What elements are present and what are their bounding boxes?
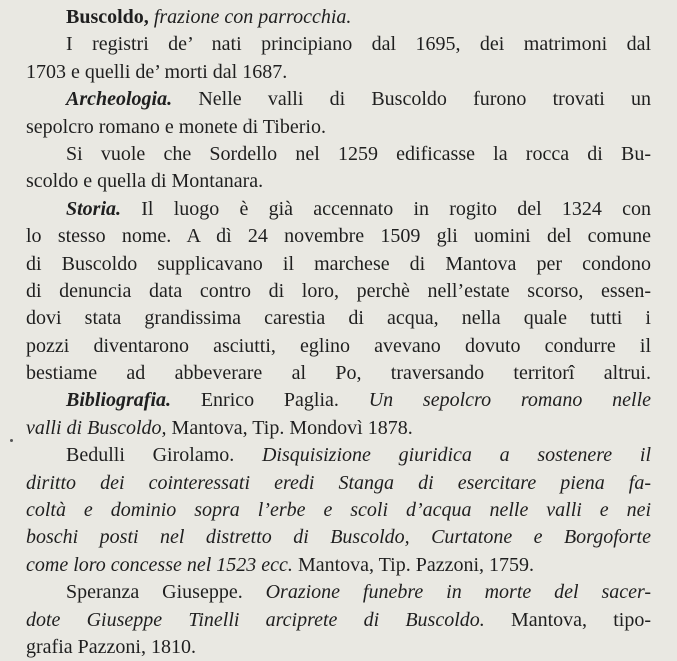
storia-line-1: [26, 196, 651, 223]
storia-line-2: lo stesso nome. A dì 24 novembre 1509 gli uomini del comune: [26, 225, 651, 248]
ref3-title-1: Orazione funebre in morte del sacer-: [265, 581, 652, 604]
margin-speck: [10, 439, 13, 442]
sordello-line-1: Si vuole che Sordello nel 1259 edificasse la rocca di Bu-: [66, 142, 651, 165]
storia-text-1: Il luogo è già accennato in rogito del 1324 con: [141, 197, 651, 220]
bibliografia-heading: Bibliografia.: [66, 389, 172, 412]
registers-line-2: 1703 e quelli de’ morti dal 1687.: [26, 60, 288, 83]
entry-title: Buscoldo,: [66, 6, 149, 28]
storia-line-6: pozzi diventarono asciutti, eglino avevano dovuto condurre il: [26, 334, 651, 357]
ref2-title-1: Disquisizione giuridica a sostenere il: [261, 444, 651, 467]
storia-heading: Storia.: [66, 197, 122, 220]
entry-header: [26, 4, 651, 31]
bibliografia-line-1: [26, 387, 651, 414]
entry-subtitle: frazione con parrocchia.: [153, 6, 352, 28]
sordello-line-2: scoldo e quella di Montanara.: [26, 170, 264, 193]
ref3-publisher-1: Mantova, tipo-: [510, 608, 651, 631]
storia-line-3: di Buscoldo supplicavano il marchese di Mantova per condono: [26, 252, 651, 275]
ref2-title-3: coltà e dominio sopra l’erbe e scoli d’acqua nelle valli e nei: [26, 499, 651, 522]
ref1-title-1: Un sepolcro romano nelle: [368, 389, 651, 412]
storia-line-5: dovi stata grandissima carestia di acqua, nella quale tutti i: [26, 307, 651, 330]
storia-line-4: di denuncia data contro di loro, perchè nell’estate scorso, essen-: [26, 279, 651, 302]
ref3-line-2: [26, 607, 651, 634]
ref2-title-4: boschi posti nel distretto di Buscoldo, Curtatone e Borgoforte: [26, 526, 651, 549]
archeologia-heading: Archeologia.: [66, 88, 173, 111]
registers-line-1: I registri de’ nati principiano dal 1695, dei matrimoni dal: [66, 33, 651, 56]
ref1-author: Enrico Paglia.: [200, 389, 339, 412]
archeologia-text-1: Nelle valli di Buscoldo furono trovati un: [198, 88, 652, 111]
ref3-author: Speranza Giuseppe.: [66, 581, 243, 604]
archeologia-line-1: [26, 86, 651, 113]
ref2-title-5: come loro concesse nel 1523 ecc.: [26, 553, 293, 576]
ref2-line-5: [26, 552, 651, 579]
archeologia-line-2: sepolcro romano e monete di Tiberio.: [26, 115, 326, 138]
ref2-publisher: Mantova, Tip. Pazzoni, 1759.: [297, 553, 535, 576]
ref1-title-2: valli di Buscoldo,: [26, 416, 167, 439]
bibliografia-line-2: [26, 415, 651, 442]
storia-line-7: bestiame ad abbeverare al Po, traversando territorî altrui.: [26, 362, 651, 385]
ref3-line-1: [26, 579, 651, 606]
ref3-title-2: dote Giuseppe Tinelli arciprete di Buscoldo.: [26, 608, 485, 631]
ref2-title-2: diritto dei cointeressati eredi Stanga di esercitare piena fa-: [26, 471, 651, 494]
ref2-line-1: [26, 442, 651, 469]
ref3-publisher-2: grafia Pazzoni, 1810.: [26, 635, 196, 658]
ref1-publisher: Mantova, Tip. Mondovì 1878.: [171, 416, 413, 439]
ref2-author: Bedulli Girolamo.: [66, 444, 235, 467]
